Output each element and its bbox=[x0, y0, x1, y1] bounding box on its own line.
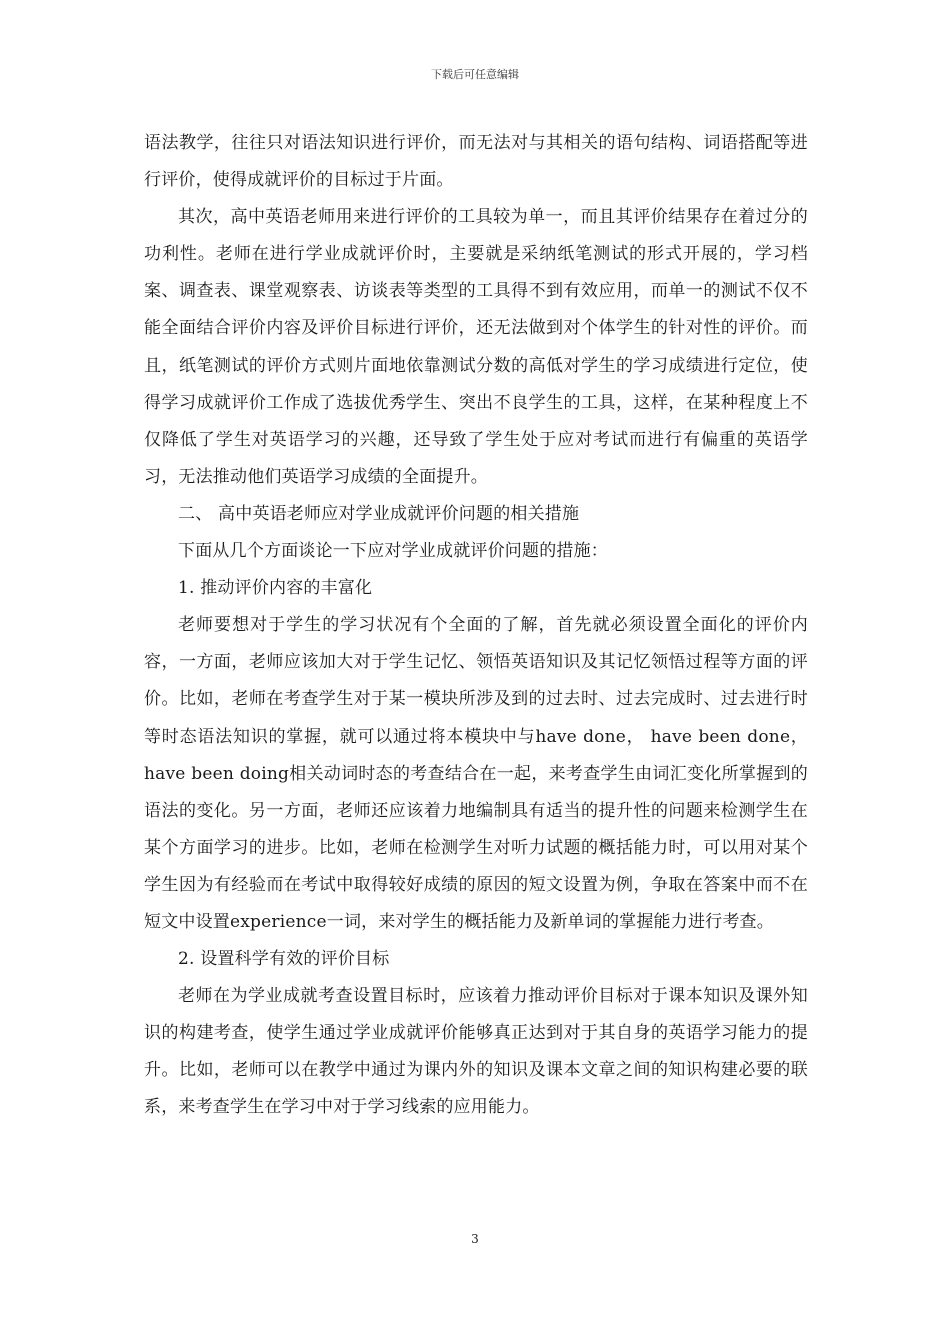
subheading-1: 1. 推动评价内容的丰富化 bbox=[178, 578, 373, 599]
document-body bbox=[144, 125, 808, 1127]
paragraph-evaluation-tools: 其次，高中英语老师用来进行评价的工具较为单一，而且其评价结果存在着过分的功利性。老师在进行学业成就评价时，主要就是采纳纸笔测试的形式开展的，学习档案、调查表、课堂观察表、访谈表等类型的工具得不到有效应用，而单一的测试不仅不能全面结合评价内容及评价目标进行评价，还无法做到对个体学生的针对性的评价。而且，纸笔测试的评价方式则片面地依靠测试分数的高低对学生的学习成绩进行定位，使得学习成就评价工作成了选拔优秀学生、突出不良学生的工具，这样，在某种程度上不仅降低了学生对英语学习的兴趣，还导致了学生处于应对考试而进行有偏重的英语学习，无法推动他们英语学习成绩的全面提升。 bbox=[144, 207, 808, 487]
section-heading-2: 二、 高中英语老师应对学业成就评价问题的相关措施 bbox=[178, 503, 580, 524]
paragraph-content-enrichment: 老师要想对于学生的学习状况有个全面的了解，首先就必须设置全面化的评价内容，一方面，老师应该加大对于学生记忆、领悟英语知识及其记忆领悟过程等方面的评价。比如，老师在考查学生对于某一模块所涉及到的过去时、过去完成时、过去进行时等时态语法知识的掌握，就可以通过将本模块中与have done， have been done， have been doing相关动词时态的考查结合在一起，来考查学生由词汇变化所掌握到的语法的变化。另一方面，老师还应该着力地编制具有适当的提升性的问题来检测学生在某个方面学习的进步。比如，老师在检测学生对听力试题的概括能力时，可以用对某个学生因为有经验而在考试中取得较好成绩的原因的短文设置为例，争取在答案中而不在短文中设置experience一词，来对学生的概括能力及新单词的掌握能力进行考查。 bbox=[144, 615, 808, 932]
page-header: 下载后可任意编辑 bbox=[431, 68, 519, 81]
paragraph-continued: 语法教学，往往只对语法知识进行评价，而无法对与其相关的语句结构、词语搭配等进行评价，使得成就评价的目标过于片面。 bbox=[144, 133, 808, 191]
subheading-2: 2. 设置科学有效的评价目标 bbox=[178, 949, 390, 970]
paragraph-evaluation-goals: 老师在为学业成就考查设置目标时，应该着力推动评价目标对于课本知识及课外知识的构建考查，使学生通过学业成就评价能够真正达到对于其自身的英语学习能力的提升。比如，老师可以在教学中通过为课内外的知识及课本文章之间的知识构建必要的联系，来考查学生在学习中对于学习线索的应用能力。 bbox=[144, 986, 808, 1118]
paragraph-intro-measures: 下面从几个方面谈论一下应对学业成就评价问题的措施： bbox=[178, 541, 608, 562]
page-number: 3 bbox=[471, 1232, 479, 1246]
